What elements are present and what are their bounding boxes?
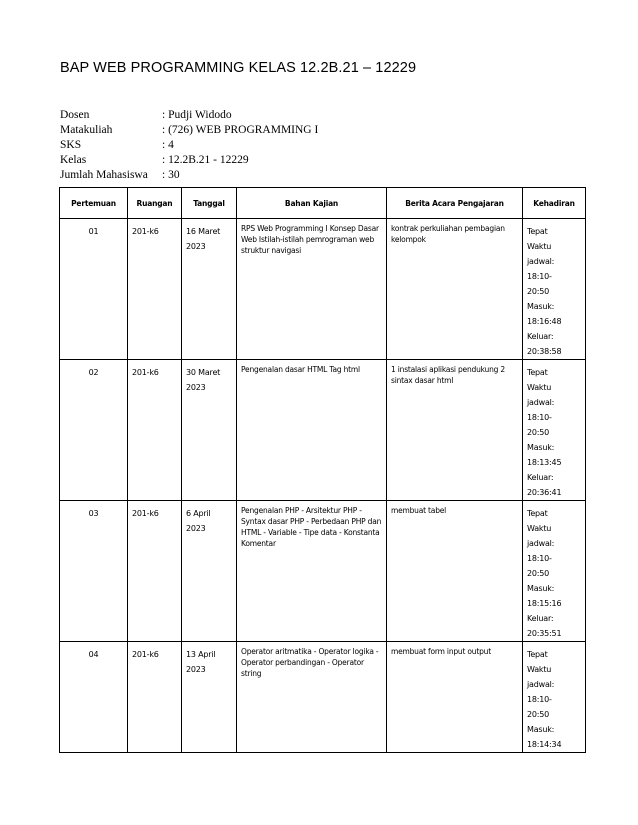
info-value: : 30	[162, 169, 180, 181]
kehadiran-line: Waktu	[527, 383, 552, 392]
cell-kehadiran	[523, 219, 586, 360]
info-value: : 4	[162, 139, 174, 151]
cell-bahan-kajian: Operator aritmatika - Operator logika - Operator perbandingan - Operator string	[237, 642, 387, 753]
kehadiran-line: Masuk:	[527, 725, 555, 734]
kehadiran-line: Masuk:	[527, 302, 555, 311]
info-label: Jumlah Mahasiswa	[60, 169, 148, 181]
cell-berita-acara: 1 instalasi aplikasi pendukung 2 sintax dasar html	[387, 360, 523, 501]
kehadiran-line: 18:10-	[527, 272, 552, 281]
table-row	[60, 642, 586, 753]
info-label: Kelas	[60, 154, 87, 166]
kehadiran-line: Waktu	[527, 524, 552, 533]
cell-bahan-kajian: Pengenalan dasar HTML Tag html	[237, 360, 387, 501]
kehadiran-line: Waktu	[527, 665, 552, 674]
kehadiran-line: Tepat	[527, 509, 548, 518]
cell-berita-acara: membuat form input output	[387, 642, 523, 753]
header-tanggal: Tanggal	[182, 188, 237, 219]
kehadiran-line: 18:15:16	[527, 599, 562, 608]
kehadiran-line: 18:10-	[527, 413, 552, 422]
cell-pertemuan: 02	[60, 360, 128, 501]
cell-pertemuan: 03	[60, 501, 128, 642]
info-row-jumlah-mahasiswa	[60, 168, 318, 183]
cell-tanggal: 16 Maret 2023	[182, 219, 237, 360]
kehadiran-line: Waktu	[527, 242, 552, 251]
cell-bahan-kajian: RPS Web Programming I Konsep Dasar Web Istilah-istilah pemrograman web struktur navigasi	[237, 219, 387, 360]
cell-ruangan: 201-k6	[128, 360, 182, 501]
cell-pertemuan: 01	[60, 219, 128, 360]
info-value: : 12.2B.21 - 12229	[162, 154, 249, 166]
cell-tanggal: 6 April 2023	[182, 501, 237, 642]
kehadiran-line: 20:36:41	[527, 488, 562, 497]
header-pertemuan: Pertemuan	[60, 188, 128, 219]
header-kehadiran: Kehadiran	[523, 188, 586, 219]
kehadiran-line: Tepat	[527, 650, 548, 659]
kehadiran-line: Keluar:	[527, 332, 554, 341]
cell-tanggal: 13 April 2023	[182, 642, 237, 753]
cell-kehadiran	[523, 642, 586, 753]
kehadiran-line: 18:13:45	[527, 458, 562, 467]
table-row	[60, 219, 586, 360]
cell-kehadiran	[523, 360, 586, 501]
kehadiran-line: Masuk:	[527, 584, 555, 593]
kehadiran-line: 20:35:51	[527, 629, 562, 638]
kehadiran-line: 20:50	[527, 569, 550, 578]
kehadiran-line: jadwal:	[527, 257, 555, 266]
kehadiran-line: jadwal:	[527, 398, 555, 407]
kehadiran-line: 20:38:58	[527, 347, 562, 356]
kehadiran-line: 20:50	[527, 428, 550, 437]
kehadiran-line: Tepat	[527, 227, 548, 236]
info-block	[60, 108, 318, 183]
header-ruangan: Ruangan	[128, 188, 182, 219]
document-title: BAP WEB PROGRAMMING KELAS 12.2B.21 – 12229	[60, 60, 417, 76]
cell-berita-acara: kontrak perkuliahan pembagian kelompok	[387, 219, 523, 360]
table-row	[60, 501, 586, 642]
kehadiran-line: 18:16:48	[527, 317, 562, 326]
header-berita-acara: Berita Acara Pengajaran	[387, 188, 523, 219]
cell-ruangan: 201-k6	[128, 219, 182, 360]
kehadiran-line: 20:50	[527, 287, 550, 296]
kehadiran-line: Keluar:	[527, 614, 554, 623]
cell-ruangan: 201-k6	[128, 642, 182, 753]
kehadiran-line: 18:10-	[527, 695, 552, 704]
cell-ruangan: 201-k6	[128, 501, 182, 642]
kehadiran-line: Keluar:	[527, 473, 554, 482]
cell-kehadiran	[523, 501, 586, 642]
kehadiran-line: jadwal:	[527, 680, 555, 689]
info-row-sks	[60, 138, 318, 153]
header-bahan-kajian: Bahan Kajian	[237, 188, 387, 219]
kehadiran-line: Tepat	[527, 368, 548, 377]
attendance-table	[59, 187, 586, 753]
info-row-matakuliah	[60, 123, 318, 138]
cell-tanggal: 30 Maret 2023	[182, 360, 237, 501]
table-header-row	[60, 188, 586, 219]
cell-pertemuan: 04	[60, 642, 128, 753]
info-row-dosen	[60, 108, 318, 123]
kehadiran-line: jadwal:	[527, 539, 555, 548]
kehadiran-line: Masuk:	[527, 443, 555, 452]
kehadiran-line: 20:50	[527, 710, 550, 719]
info-label: SKS	[60, 139, 82, 151]
info-label: Matakuliah	[60, 124, 113, 136]
table-row	[60, 360, 586, 501]
info-value: : Pudji Widodo	[162, 109, 232, 121]
info-value: : (726) WEB PROGRAMMING I	[162, 124, 319, 136]
info-row-kelas	[60, 153, 318, 168]
info-label: Dosen	[60, 109, 90, 121]
kehadiran-line: 18:10-	[527, 554, 552, 563]
cell-bahan-kajian: Pengenalan PHP - Arsitektur PHP - Syntax dasar PHP - Perbedaan PHP dan HTML - Variable - Tipe data - Konstanta Komentar	[237, 501, 387, 642]
kehadiran-line: 18:14:34	[527, 740, 562, 749]
cell-berita-acara: membuat tabel	[387, 501, 523, 642]
